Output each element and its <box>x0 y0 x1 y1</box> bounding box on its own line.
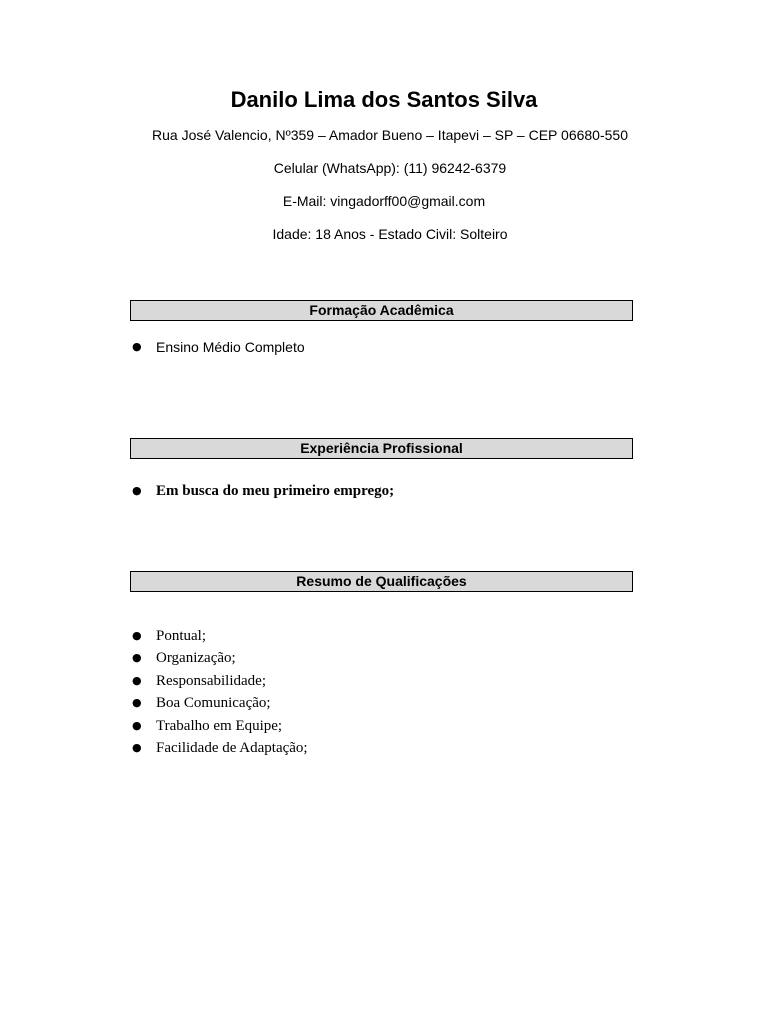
bullet-icon: ● <box>132 741 142 755</box>
list-item <box>130 670 308 692</box>
list-item-text: Responsabilidade; <box>156 672 266 689</box>
list-item-text: Boa Comunicação; <box>156 695 271 712</box>
list-item-text: Em busca do meu primeiro emprego; <box>156 483 395 499</box>
list-item <box>130 692 308 714</box>
email-line: E-Mail: vingadorff00@gmail.com <box>282 193 486 209</box>
list-item-text: Facilidade de Adaptação; <box>156 740 308 757</box>
candidate-name: Danilo Lima dos Santos Silva <box>230 87 538 112</box>
section-header-formacao: Formação Acadêmica <box>130 300 633 321</box>
list-item-text: Ensino Médio Completo <box>156 339 305 355</box>
list-item <box>130 647 308 669</box>
bullet-icon: ● <box>132 718 142 732</box>
list-item <box>130 625 308 647</box>
list-item-text: Organização; <box>156 650 236 667</box>
list-item-text: Trabalho em Equipe; <box>156 717 283 734</box>
resumo-list <box>130 625 308 759</box>
bullet-icon: ● <box>132 484 142 497</box>
experiencia-list <box>130 482 394 500</box>
list-item-text: Pontual; <box>156 628 207 644</box>
formacao-list <box>130 338 305 356</box>
list-item <box>130 482 394 500</box>
section-header-resumo: Resumo de Qualificações <box>130 571 633 592</box>
section-header-experiencia: Experiência Profissional <box>130 438 633 459</box>
age-status-line: Idade: 18 Anos - Estado Civil: Solteiro <box>272 226 508 242</box>
bullet-icon: ● <box>132 651 142 665</box>
bullet-icon: ● <box>132 673 142 687</box>
bullet-icon: ● <box>132 696 142 710</box>
address-line: Rua José Valencio, Nº359 – Amador Bueno – Itapevi – SP – CEP 06680-550 <box>152 127 628 143</box>
bullet-icon: ● <box>132 629 142 642</box>
phone-line: Celular (WhatsApp): (11) 96242-6379 <box>273 160 507 176</box>
list-item <box>130 338 305 356</box>
list-item <box>130 715 308 737</box>
bullet-icon: ● <box>132 340 142 353</box>
list-item <box>130 737 308 759</box>
